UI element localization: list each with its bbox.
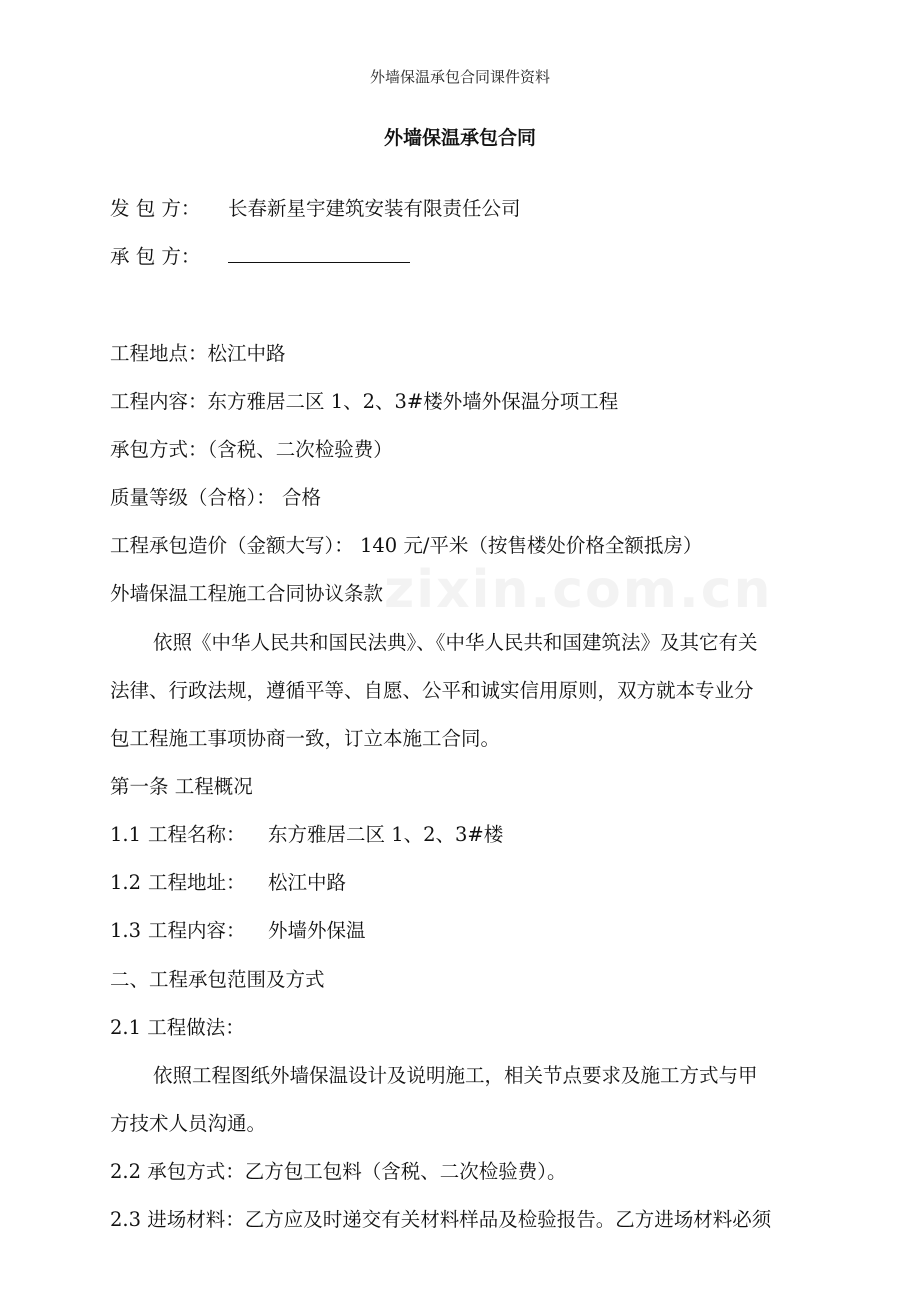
preamble-line-2: 法律、行政法规，遵循平等、自愿、公平和诚实信用原则，双方就本专业分	[110, 679, 754, 702]
project-method: 承包方式：（含税、二次检验费）	[110, 438, 393, 461]
article1-heading: 第一条 工程概况	[110, 775, 253, 798]
agreement-title: 外墙保温工程施工合同协议条款	[110, 582, 384, 605]
item-label: 工程地址：	[148, 871, 246, 894]
item-number: 1.2	[110, 871, 142, 894]
item-number: 1.1	[110, 823, 142, 846]
article1-item	[110, 822, 503, 848]
section-2-2: 2.2 承包方式：乙方包工包料（含税、二次检验费）。	[110, 1160, 567, 1183]
document-title: 外墙保温承包合同	[383, 127, 536, 149]
project-quality: 质量等级（合格）： 合格	[110, 486, 321, 509]
contractor-label: 承 包 方：	[110, 245, 201, 268]
project-price: 工程承包造价（金额大写）： 140 元/平米（按售楼处价格全额抵房）	[110, 534, 703, 557]
item-value: 松江中路	[268, 871, 347, 894]
item-value: 东方雅居二区 1、2、3#楼	[268, 823, 504, 846]
article1-item	[110, 870, 346, 896]
item-value: 外墙外保温	[268, 919, 366, 942]
project-content: 工程内容：东方雅居二区 1、2、3#楼外墙外保温分项工程	[110, 390, 619, 413]
item-label: 工程名称：	[148, 823, 246, 846]
section-2-3: 2.3 进场材料：乙方应及时递交有关材料样品及检验报告。乙方进场材料必须	[110, 1208, 772, 1231]
preamble-line-3: 包工程施工事项协商一致，订立本施工合同。	[110, 727, 501, 750]
item-number: 1.3	[110, 919, 142, 942]
article2-heading: 二、工程承包范围及方式	[110, 968, 325, 991]
contractor-line	[110, 244, 410, 270]
contractor-blank	[228, 244, 410, 263]
page-header: 外墙保温承包合同课件资料	[369, 68, 550, 86]
section-2-1: 2.1 工程做法：	[110, 1016, 245, 1039]
item-label: 工程内容：	[148, 919, 246, 942]
article1-item	[110, 918, 366, 944]
watermark: zixin.com.cn	[384, 560, 773, 620]
employer-value: 长春新星宇建筑安装有限责任公司	[228, 197, 521, 220]
section-2-1-text-2: 方技术人员沟通。	[110, 1112, 267, 1135]
employer-line	[110, 196, 521, 222]
project-location: 工程地点：松江中路	[110, 342, 286, 365]
preamble-line-1: 依照《中华人民共和国民法典》、《中华人民共和国建筑法》及其它有关	[153, 631, 758, 654]
employer-label: 发 包 方：	[110, 197, 201, 220]
section-2-1-text-1: 依照工程图纸外墙保温设计及说明施工，相关节点要求及施工方式与甲	[153, 1064, 758, 1087]
